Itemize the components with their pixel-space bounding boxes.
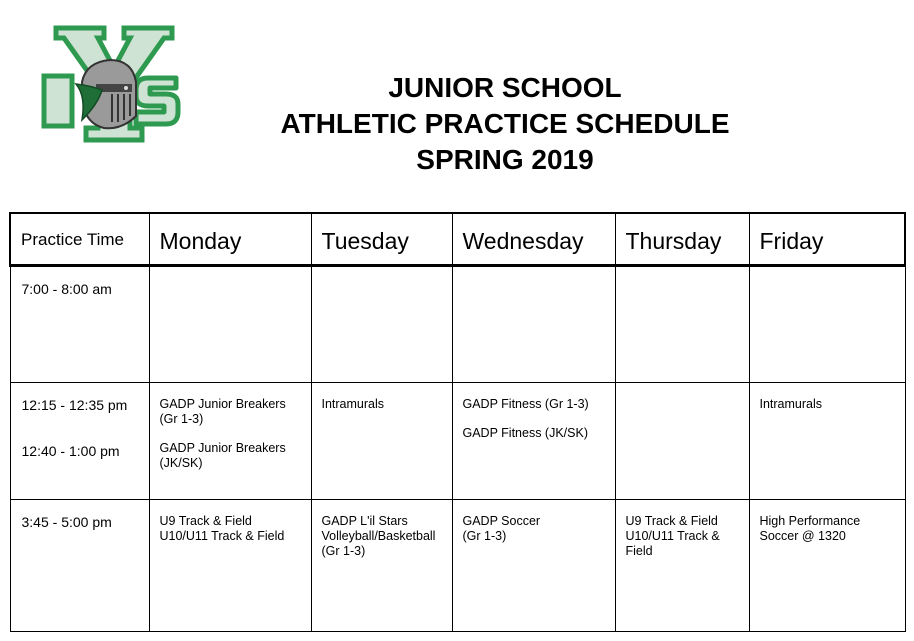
- activity-entry: Intramurals: [321, 396, 385, 411]
- schedule-cell-tuesday: [311, 382, 452, 499]
- knight-logo-icon: [26, 24, 206, 148]
- practice-schedule-table: [9, 212, 906, 632]
- activity-entry: U9 Track & Field U10/U11 Track & Field: [625, 513, 720, 558]
- schedule-cell-tuesday: [311, 265, 452, 382]
- column-header-tuesday: Tuesday: [311, 213, 452, 265]
- table-row: [10, 265, 905, 382]
- schedule-cell-wednesday: [452, 265, 615, 382]
- schedule-cell-thursday: [615, 382, 749, 499]
- logo-i-letter: [44, 76, 72, 126]
- table-header-row: [10, 213, 905, 265]
- activity-entry: U9 Track & Field U10/U11 Track & Field: [159, 513, 285, 543]
- activity-entry: GADP Fitness (JK/SK): [462, 425, 588, 440]
- time-slot: 7:00 - 8:00 am: [21, 280, 112, 297]
- title-line-season: SPRING 2019: [416, 144, 594, 175]
- time-slot: 12:15 - 12:35 pm: [21, 396, 128, 413]
- schedule-cell-wednesday: [452, 382, 615, 499]
- column-header-monday: Monday: [149, 213, 311, 265]
- school-logo: [26, 24, 206, 148]
- schedule-cell-monday: [149, 382, 311, 499]
- schedule-cell-tuesday: [311, 499, 452, 631]
- title-line-school: JUNIOR SCHOOL: [388, 72, 622, 103]
- column-header-wednesday: Wednesday: [452, 213, 615, 265]
- schedule-cell-friday: [749, 382, 905, 499]
- title-line-schedule: ATHLETIC PRACTICE SCHEDULE: [280, 108, 730, 139]
- activity-entry: GADP Fitness (Gr 1-3): [462, 396, 589, 411]
- time-slot: 12:40 - 1:00 pm: [21, 442, 120, 459]
- activity-entry: GADP L'il Stars Volleyball/Basketball (Gr 1-3): [321, 513, 436, 558]
- activity-entry: Intramurals: [759, 396, 823, 411]
- table-row: [10, 382, 905, 499]
- schedule-cell-friday: [749, 499, 905, 631]
- time-cell: [10, 265, 149, 382]
- time-cell: [10, 499, 149, 631]
- column-header-thursday: Thursday: [615, 213, 749, 265]
- schedule-cell-thursday: [615, 265, 749, 382]
- time-cell: [10, 382, 149, 499]
- column-header-friday: Friday: [749, 213, 905, 265]
- table-row: [10, 499, 905, 631]
- schedule-cell-monday: [149, 499, 311, 631]
- activity-entry: GADP Soccer (Gr 1-3): [462, 513, 541, 543]
- activity-entry: GADP Junior Breakers (JK/SK): [159, 440, 286, 470]
- schedule-cell-thursday: [615, 499, 749, 631]
- schedule-cell-wednesday: [452, 499, 615, 631]
- page-title: [180, 70, 830, 178]
- schedule-cell-friday: [749, 265, 905, 382]
- column-header-practice-time: Practice Time: [10, 213, 149, 265]
- activity-entry: High Performance Soccer @ 1320: [759, 513, 861, 543]
- time-slot: 3:45 - 5:00 pm: [21, 513, 112, 530]
- activity-entry: GADP Junior Breakers (Gr 1-3): [159, 396, 286, 426]
- schedule-cell-monday: [149, 265, 311, 382]
- logo-s-letter: [136, 78, 178, 124]
